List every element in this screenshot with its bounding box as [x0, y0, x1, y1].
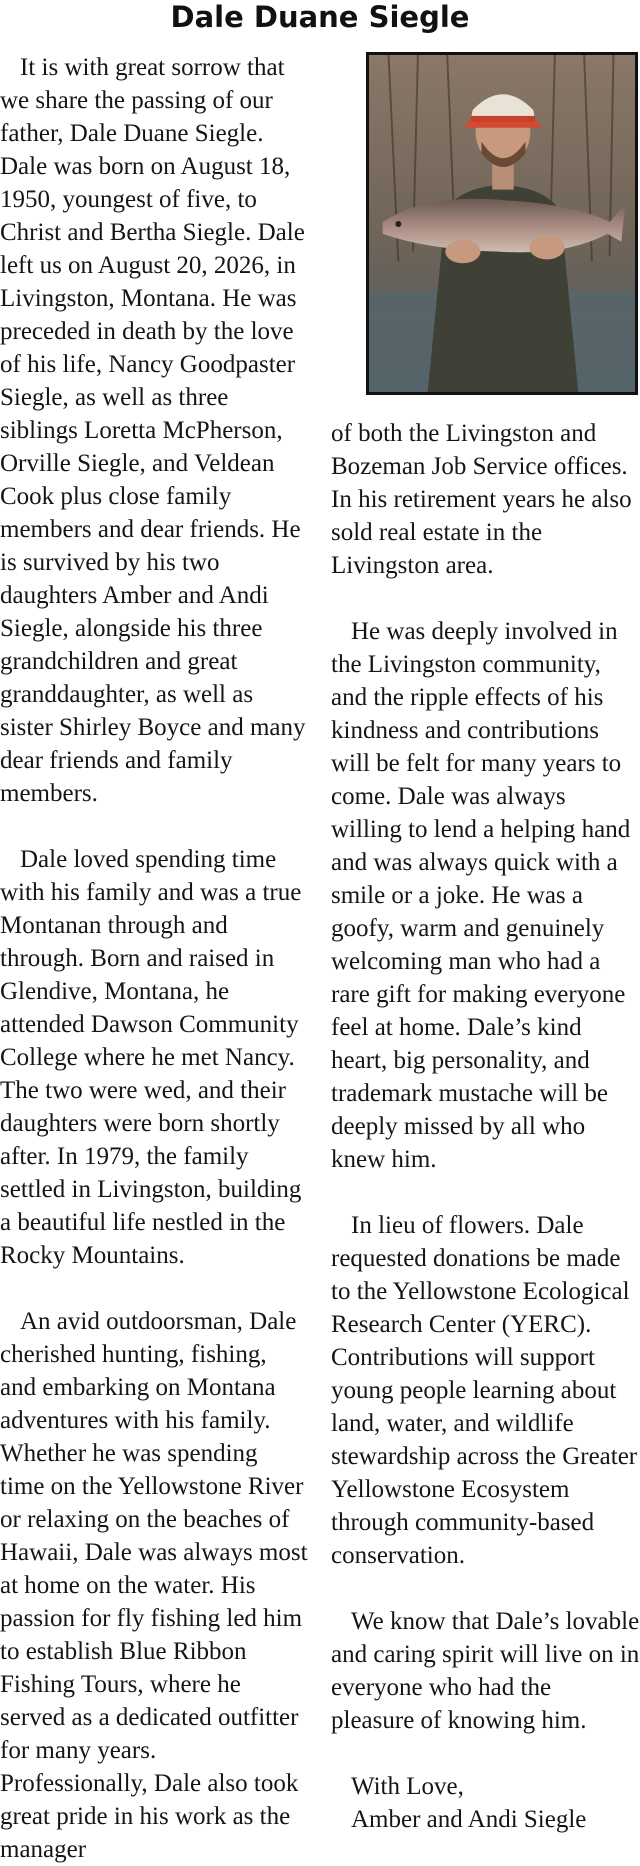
paragraph-intro: It is with great sorrow that we share the passing of our father, Dale Duane Siegle. Dale was born on August 18, 1950, youngest of five, to Christ and Bertha Siegle. Dale left us on August 20, 2026, in Livingston, Montana. He was preceded in death by the love of his life, Nancy Goodpaster Siegle, as well as three siblings Loretta McPherson, Orville Siegle, and Veldean Cook plus close family members and dear friends. He is survived by his two daughters Amber and Andi Siegle, alongside his three grandchildren and great granddaughter, as well as sister Shirley Boyce and many dear friends and family members.	[0, 54, 306, 807]
paragraph-family-life: Dale loved spending time with his family and was a true Montanan through and through. Born and raised in Glendive, Montana, he attended Dawson Community College where he met Nancy. The two were wed, and their daughters were born shortly after. In 1979, the family settled in Livingston, building a beautiful life nestled in the Rocky Mountains.	[0, 846, 302, 1269]
obituary-title: Dale Duane Siegle	[170, 0, 470, 34]
left-column	[0, 51, 308, 1866]
photo-illustration	[369, 55, 635, 392]
paragraph-outdoorsman: An avid outdoorsman, Dale cherished hunting, fishing, and embarking on Montana adventures with his family. Whether he was spending time on the Yellowstone River or relaxing on the beaches of Hawaii, Dale was always most at home on the water. His passion for fly fishing led him to establish Blue Ribbon Fishing Tours, where he served as a dedicated outfitter for many years. Professionally, Dale also took great pride in his work as the manager	[0, 1308, 308, 1863]
right-column	[331, 417, 640, 1836]
man-holding-fish-photo	[366, 52, 638, 395]
signature-names: Amber and Andi Siegle	[351, 1806, 587, 1833]
paragraph-donations: In lieu of flowers. Dale requested donations be made to the Yellowstone Ecological Research Center (YERC). Contributions will support young people learning about land, water, and wildlife stewardship across the Greater Yellowstone Ecosystem through community-based conservation.	[331, 1212, 638, 1569]
paragraph-spirit: We know that Dale’s lovable and caring spirit will live on in everyone who had the pleasure of knowing him.	[331, 1608, 640, 1734]
paragraph-career: of both the Livingston and Bozeman Job Service offices. In his retirement years he also sold real estate in the Livingston area.	[331, 420, 632, 579]
signature-closing: With Love,	[351, 1773, 464, 1800]
paragraph-community: He was deeply involved in the Livingston community, and the ripple effects of his kindness and contributions will be felt for many years to come. Dale was always willing to lend a helping hand and was always quick with a smile or a joke. He was a goofy, warm and genuinely welcoming man who had a rare gift for making everyone feel at home. Dale’s kind heart, big personality, and trademark mustache will be deeply missed by all who knew him.	[331, 618, 631, 1173]
signature	[331, 1770, 640, 1836]
